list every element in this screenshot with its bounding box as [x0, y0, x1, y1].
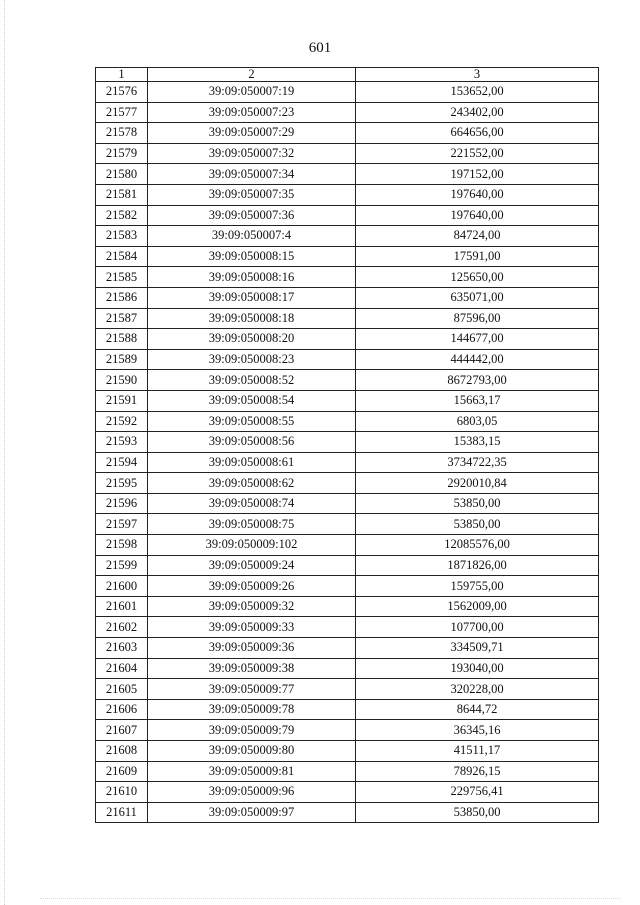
row-number: 21596 [96, 493, 148, 514]
row-number: 21598 [96, 535, 148, 556]
cadastral-value: 664656,00 [356, 123, 599, 144]
table-row [96, 741, 599, 762]
table-row [96, 679, 599, 700]
table-row [96, 535, 599, 556]
cadastral-number: 39:09:050007:32 [148, 143, 356, 164]
cadastral-value: 6803,05 [356, 411, 599, 432]
row-number: 21603 [96, 638, 148, 659]
row-number: 21593 [96, 432, 148, 453]
row-number: 21601 [96, 596, 148, 617]
cadastral-number: 39:09:050009:80 [148, 741, 356, 762]
cadastral-number: 39:09:050007:34 [148, 164, 356, 185]
cadastral-value: 8644,72 [356, 699, 599, 720]
row-number: 21594 [96, 452, 148, 473]
cadastral-value: 197152,00 [356, 164, 599, 185]
cadastral-number: 39:09:050008:56 [148, 432, 356, 453]
cadastral-value: 15383,15 [356, 432, 599, 453]
cadastral-value: 1871826,00 [356, 555, 599, 576]
table-row [96, 184, 599, 205]
row-number: 21609 [96, 761, 148, 782]
cadastral-number: 39:09:050008:20 [148, 329, 356, 350]
page-number: 601 [308, 40, 332, 56]
table-row [96, 349, 599, 370]
table-row [96, 555, 599, 576]
row-number: 21590 [96, 370, 148, 391]
cadastral-number: 39:09:050007:35 [148, 184, 356, 205]
row-number: 21604 [96, 658, 148, 679]
table-row [96, 205, 599, 226]
cadastral-number: 39:09:050008:75 [148, 514, 356, 535]
cadastral-number: 39:09:050008:54 [148, 390, 356, 411]
cadastral-value: 15663,17 [356, 390, 599, 411]
table-body [96, 82, 599, 823]
cadastral-value: 221552,00 [356, 143, 599, 164]
cadastral-value: 144677,00 [356, 329, 599, 350]
table-row [96, 143, 599, 164]
cadastral-number: 39:09:050009:78 [148, 699, 356, 720]
cadastral-number: 39:09:050009:26 [148, 576, 356, 597]
cadastral-number: 39:09:050007:29 [148, 123, 356, 144]
cadastral-number: 39:09:050009:102 [148, 535, 356, 556]
registry-table [95, 67, 599, 823]
table-row [96, 617, 599, 638]
cadastral-value: 444442,00 [356, 349, 599, 370]
table-row [96, 699, 599, 720]
cadastral-value: 53850,00 [356, 802, 599, 823]
row-number: 21602 [96, 617, 148, 638]
cadastral-value: 36345,16 [356, 720, 599, 741]
row-number: 21580 [96, 164, 148, 185]
cadastral-value: 159755,00 [356, 576, 599, 597]
column-header-3: 3 [356, 68, 599, 82]
cadastral-number: 39:09:050008:52 [148, 370, 356, 391]
cadastral-value: 153652,00 [356, 82, 599, 103]
cadastral-value: 53850,00 [356, 493, 599, 514]
table-row [96, 102, 599, 123]
cadastral-number: 39:09:050008:15 [148, 246, 356, 267]
cadastral-value: 87596,00 [356, 308, 599, 329]
table-row [96, 164, 599, 185]
table-row [96, 761, 599, 782]
cadastral-value: 197640,00 [356, 205, 599, 226]
cadastral-value: 12085576,00 [356, 535, 599, 556]
cadastral-number: 39:09:050009:79 [148, 720, 356, 741]
table-row [96, 720, 599, 741]
cadastral-value: 229756,41 [356, 782, 599, 803]
cadastral-number: 39:09:050007:36 [148, 205, 356, 226]
row-number: 21606 [96, 699, 148, 720]
table-row [96, 390, 599, 411]
row-number: 21581 [96, 184, 148, 205]
row-number: 21600 [96, 576, 148, 597]
table-row [96, 473, 599, 494]
scan-edge-line [40, 898, 620, 899]
cadastral-number: 39:09:050008:23 [148, 349, 356, 370]
row-number: 21582 [96, 205, 148, 226]
cadastral-number: 39:09:050008:55 [148, 411, 356, 432]
row-number: 21591 [96, 390, 148, 411]
table-row [96, 514, 599, 535]
column-header-1: 1 [96, 68, 148, 82]
cadastral-value: 41511,17 [356, 741, 599, 762]
table-row [96, 411, 599, 432]
row-number: 21605 [96, 679, 148, 700]
cadastral-value: 78926,15 [356, 761, 599, 782]
cadastral-number: 39:09:050009:36 [148, 638, 356, 659]
row-number: 21583 [96, 226, 148, 247]
table-row [96, 452, 599, 473]
row-number: 21597 [96, 514, 148, 535]
row-number: 21586 [96, 287, 148, 308]
cadastral-value: 8672793,00 [356, 370, 599, 391]
row-number: 21599 [96, 555, 148, 576]
cadastral-number: 39:09:050007:19 [148, 82, 356, 103]
row-number: 21577 [96, 102, 148, 123]
cadastral-number: 39:09:050009:81 [148, 761, 356, 782]
cadastral-value: 243402,00 [356, 102, 599, 123]
header-row [96, 68, 599, 82]
cadastral-number: 39:09:050009:24 [148, 555, 356, 576]
cadastral-value: 197640,00 [356, 184, 599, 205]
row-number: 21576 [96, 82, 148, 103]
cadastral-number: 39:09:050007:4 [148, 226, 356, 247]
row-number: 21587 [96, 308, 148, 329]
table-row [96, 267, 599, 288]
row-number: 21588 [96, 329, 148, 350]
cadastral-number: 39:09:050008:16 [148, 267, 356, 288]
cadastral-value: 84724,00 [356, 226, 599, 247]
cadastral-value: 334509,71 [356, 638, 599, 659]
cadastral-number: 39:09:050007:23 [148, 102, 356, 123]
cadastral-value: 320228,00 [356, 679, 599, 700]
table-row [96, 308, 599, 329]
table-row [96, 493, 599, 514]
row-number: 21595 [96, 473, 148, 494]
table-row [96, 782, 599, 803]
table-row [96, 287, 599, 308]
cadastral-value: 635071,00 [356, 287, 599, 308]
table-row [96, 226, 599, 247]
row-number: 21592 [96, 411, 148, 432]
row-number: 21578 [96, 123, 148, 144]
cadastral-number: 39:09:050008:62 [148, 473, 356, 494]
cadastral-number: 39:09:050008:17 [148, 287, 356, 308]
cadastral-value: 3734722,35 [356, 452, 599, 473]
cadastral-value: 125650,00 [356, 267, 599, 288]
table-row [96, 82, 599, 103]
table-row [96, 596, 599, 617]
row-number: 21607 [96, 720, 148, 741]
cadastral-number: 39:09:050009:32 [148, 596, 356, 617]
cadastral-number: 39:09:050009:38 [148, 658, 356, 679]
cadastral-number: 39:09:050008:74 [148, 493, 356, 514]
row-number: 21579 [96, 143, 148, 164]
scan-margin-line [4, 0, 5, 905]
cadastral-number: 39:09:050009:33 [148, 617, 356, 638]
table-row [96, 246, 599, 267]
table-row [96, 658, 599, 679]
cadastral-number: 39:09:050009:96 [148, 782, 356, 803]
cadastral-number: 39:09:050008:61 [148, 452, 356, 473]
cadastral-number: 39:09:050009:97 [148, 802, 356, 823]
cadastral-value: 53850,00 [356, 514, 599, 535]
cadastral-value: 193040,00 [356, 658, 599, 679]
cadastral-value: 2920010,84 [356, 473, 599, 494]
table-row [96, 432, 599, 453]
row-number: 21589 [96, 349, 148, 370]
row-number: 21608 [96, 741, 148, 762]
cadastral-number: 39:09:050008:18 [148, 308, 356, 329]
cadastral-value: 1562009,00 [356, 596, 599, 617]
row-number: 21610 [96, 782, 148, 803]
row-number: 21585 [96, 267, 148, 288]
cadastral-number: 39:09:050009:77 [148, 679, 356, 700]
row-number: 21611 [96, 802, 148, 823]
table-row [96, 123, 599, 144]
row-number: 21584 [96, 246, 148, 267]
table-row [96, 329, 599, 350]
table-row [96, 370, 599, 391]
table-row [96, 638, 599, 659]
cadastral-value: 17591,00 [356, 246, 599, 267]
cadastral-value: 107700,00 [356, 617, 599, 638]
table-row [96, 576, 599, 597]
table-row [96, 802, 599, 823]
column-header-2: 2 [148, 68, 356, 82]
